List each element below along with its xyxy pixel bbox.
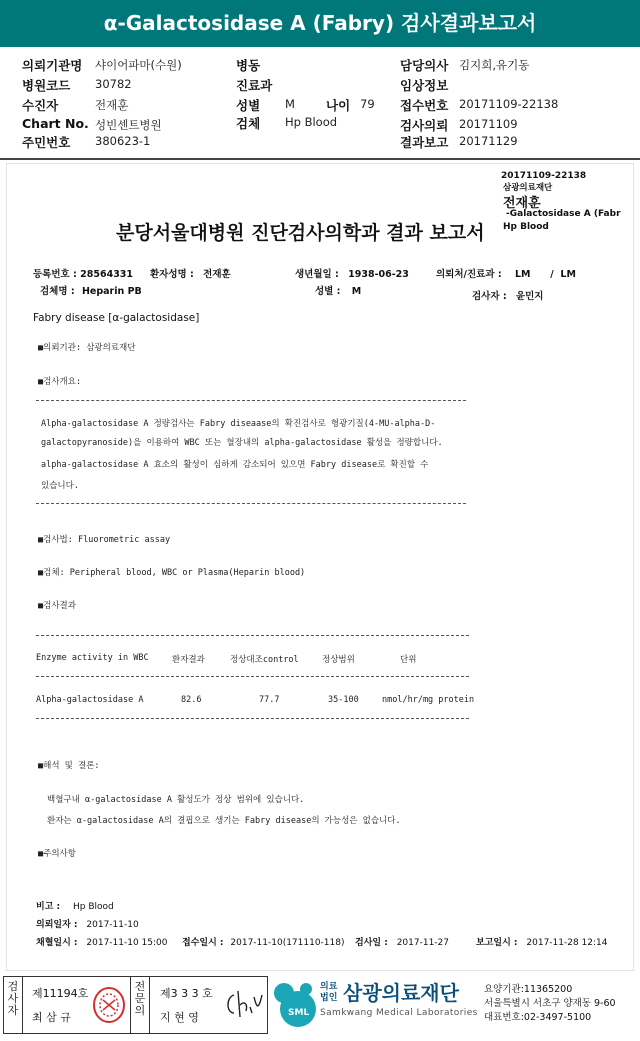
- overview-line-1: Alpha-galactosidase A 정량검사는 Fabry diseaase의 확진검사로 형광기질(4-MU-alpha-D-: [41, 419, 436, 429]
- overview-heading: ■검사개요:: [38, 377, 82, 387]
- value-requesting-institution: 샤이어파마(수원): [95, 58, 182, 72]
- label-request-date: 의뢰일자 :: [36, 920, 78, 930]
- table-cell-unit: nmol/hr/mg protein: [382, 695, 475, 705]
- value-result-report: 20171129: [459, 134, 518, 148]
- divider: [130, 976, 131, 1034]
- signature-icon: [222, 987, 264, 1023]
- corp-label-line: 법인: [320, 993, 338, 1003]
- label-reg-no: 등록번호 :: [33, 269, 77, 280]
- value-patient-name: 전재훈: [203, 269, 231, 280]
- label-department: 진료과: [236, 78, 273, 93]
- value-resident-no: 380623-1: [95, 134, 151, 148]
- corp-label: [320, 982, 337, 1004]
- label-dept: 의뢰처/진료과 :: [436, 269, 502, 280]
- label-specimen: 검체: [236, 116, 261, 131]
- specialist-label: [134, 981, 146, 1017]
- table-header-control: 정상대조control: [230, 655, 299, 665]
- hospital-report-title: 분당서울대병원 진단검사의학과 결과 보고서: [116, 222, 485, 244]
- interpretation-heading: ■해석 및 결론:: [38, 761, 100, 771]
- value-patient: 전재훈: [95, 98, 129, 112]
- value-examiner: 윤민지: [515, 291, 544, 302]
- note-block: [36, 899, 114, 912]
- value-age: 79: [360, 97, 375, 111]
- interpretation-line-2: 환자는 α-galactosidase A의 결핍으로 생기는 Fabry disease의 가능성은 없습니다.: [47, 816, 401, 826]
- specialist-label-char: 문: [134, 992, 146, 1005]
- value-test-request: 20171109: [459, 117, 518, 131]
- label-resident-no: 주민번호: [22, 135, 71, 150]
- overview-line-2: galactopyranoside)을 이용하여 WBC 또는 혈장내의 alpha-galactosidase 활성을 정량합니다.: [41, 438, 443, 448]
- result-heading: ■검사결과: [38, 601, 76, 611]
- scanned-report: [6, 163, 634, 971]
- value-chart-no: 성빈센트병원: [95, 118, 162, 132]
- value-report-date: 2017-11-28 12:14: [526, 938, 608, 948]
- examiner-label-char: 사: [7, 992, 19, 1005]
- label-chart-no: Chart No.: [22, 116, 89, 131]
- label-receive: 접수일시 :: [182, 938, 224, 948]
- table-header-unit: 단위: [400, 655, 417, 665]
- requesting-institution-line: ■의뢰기관: 삼광의료재단: [38, 343, 136, 353]
- value-specimen: Hp Blood: [285, 115, 338, 129]
- label-examiner: 검사자 :: [472, 291, 507, 302]
- divider: [22, 976, 23, 1034]
- specialist-license-no: 제3 3 3 호: [160, 987, 213, 1000]
- sticker-name: 전재훈: [503, 196, 541, 211]
- test-date-block: [355, 935, 449, 948]
- sticker-org: 삼광의료재단: [503, 183, 553, 193]
- org-name: 삼광의료재단: [343, 981, 459, 1005]
- collection-block: [36, 935, 168, 948]
- sml-logo-icon: [272, 979, 318, 1031]
- table-cell-enzyme: Alpha-galactosidase A: [36, 695, 144, 705]
- receive-block: [182, 935, 345, 948]
- table-header-enzyme: Enzyme activity in WBC: [36, 653, 149, 663]
- nursing-institution-no: 요양기관:11365200: [484, 984, 573, 995]
- value-note: Hp Blood: [73, 902, 114, 912]
- overview-line-4: 있습니다.: [41, 481, 79, 491]
- dob-block: [295, 266, 409, 280]
- footer: [0, 973, 640, 1041]
- dept-block: [436, 266, 576, 280]
- label-clinical-info: 임상정보: [400, 78, 449, 93]
- examiner-license-no: 제11194호: [32, 987, 89, 1000]
- address: 서울특별시 서초구 양재동 9-60: [484, 998, 616, 1009]
- label-physician: 담당의사: [400, 58, 449, 73]
- phone: 대표번호:02-3497-5100: [484, 1012, 592, 1023]
- table-header-normal-range: 정상범위: [322, 655, 355, 665]
- value-physician: 김지희,유기동: [459, 58, 530, 72]
- examiner-block: [472, 288, 543, 302]
- overview-line-3: alpha-galactosidase A 효소의 활성이 심하게 감소되어 있으면 Fabry disease로 확진할 수: [41, 460, 429, 470]
- header-divider: [0, 158, 640, 160]
- value-sex: M: [285, 97, 295, 111]
- label-patient-name: 환자성명 :: [150, 269, 194, 280]
- patient-info-row1: [33, 266, 133, 280]
- interpretation-line-1: 백혈구내 α-galactosidase A 활성도가 정상 범위에 있습니다.: [47, 795, 305, 805]
- examiner-label: [7, 981, 19, 1017]
- label-sex: 성별: [236, 98, 261, 113]
- table-cell-patient-result: 82.6: [181, 695, 202, 705]
- divider-line: [36, 503, 466, 504]
- value-dob: 1938-06-23: [348, 269, 409, 280]
- sticker-test: -Galactosidase A (Fabr: [506, 209, 621, 219]
- value-receive: 2017-11-10(171110-118): [230, 938, 345, 948]
- divider-line: [36, 718, 469, 719]
- divider: [149, 976, 150, 1034]
- examiner-label-char: 검: [7, 980, 19, 993]
- org-name-en: Samkwang Medical Laboratories: [320, 1008, 478, 1018]
- caution-heading: ■주의사항: [38, 849, 76, 859]
- divider-line: [36, 400, 466, 401]
- specimen-line: ■검체: Peripheral blood, WBC or Plasma(Heparin blood): [38, 568, 306, 578]
- label-report-sex: 성별 :: [315, 286, 341, 297]
- label-specimen-name: 검체명 :: [40, 286, 75, 297]
- divider-line: [36, 676, 469, 677]
- label-receipt-no: 접수번호: [400, 98, 449, 113]
- request-date-block: [36, 917, 139, 930]
- logo-text: SML: [288, 1008, 310, 1018]
- examiner-name: 최 삼 규: [32, 1011, 71, 1024]
- sex-block: [315, 283, 361, 297]
- test-name: Fabry disease [α-galactosidase]: [33, 312, 200, 324]
- label-age: 나이: [326, 98, 351, 113]
- value-dept: LM / LM: [514, 269, 576, 280]
- label-collection: 채혈일시 :: [36, 938, 78, 948]
- value-hospital-code: 30782: [95, 77, 132, 91]
- value-request-date: 2017-11-10: [86, 920, 139, 930]
- label-hospital-code: 병원코드: [22, 78, 71, 93]
- examiner-label-char: 자: [7, 1004, 19, 1017]
- value-report-sex: M: [351, 286, 362, 297]
- sticker-specimen: Hp Blood: [503, 222, 549, 232]
- value-receipt-no: 20171109-22138: [459, 97, 559, 111]
- label-note: 비고 :: [36, 902, 61, 912]
- label-test-date: 검사일 :: [355, 938, 388, 948]
- sticker-receipt-no: 20171109-22138: [501, 171, 587, 181]
- specialist-label-char: 전: [134, 980, 146, 993]
- table-cell-control: 77.7: [259, 695, 280, 705]
- label-requesting-institution: 의뢰기관명: [22, 58, 83, 73]
- table-cell-normal-range: 35-100: [328, 695, 359, 705]
- table-header-patient-result: 환자결과: [172, 655, 205, 665]
- label-test-request: 검사의뢰: [400, 118, 449, 133]
- patient-name-block: [150, 266, 231, 280]
- corp-label-line: 의료: [320, 982, 338, 992]
- value-reg-no: 28564331: [80, 269, 134, 280]
- method-line: ■검사법: Fluorometric assay: [38, 535, 171, 545]
- label-report-date: 보고일시 :: [476, 938, 518, 948]
- specialist-name: 지 현 영: [160, 1011, 199, 1024]
- label-dob: 생년월일 :: [295, 269, 339, 280]
- value-specimen-name: Heparin PB: [81, 286, 142, 297]
- label-patient: 수진자: [22, 98, 59, 113]
- seal-stamp-icon: [92, 985, 126, 1025]
- report-title: α-Galactosidase A (Fabry) 검사결과보고서: [0, 0, 640, 47]
- label-result-report: 결과보고: [400, 135, 449, 150]
- divider-line: [36, 635, 469, 636]
- report-date-block: [476, 935, 608, 948]
- specimen-block: [40, 283, 142, 297]
- value-test-date: 2017-11-27: [396, 938, 450, 948]
- value-collection: 2017-11-10 15:00: [86, 938, 168, 948]
- label-ward: 병동: [236, 58, 261, 73]
- specialist-label-char: 의: [134, 1004, 146, 1017]
